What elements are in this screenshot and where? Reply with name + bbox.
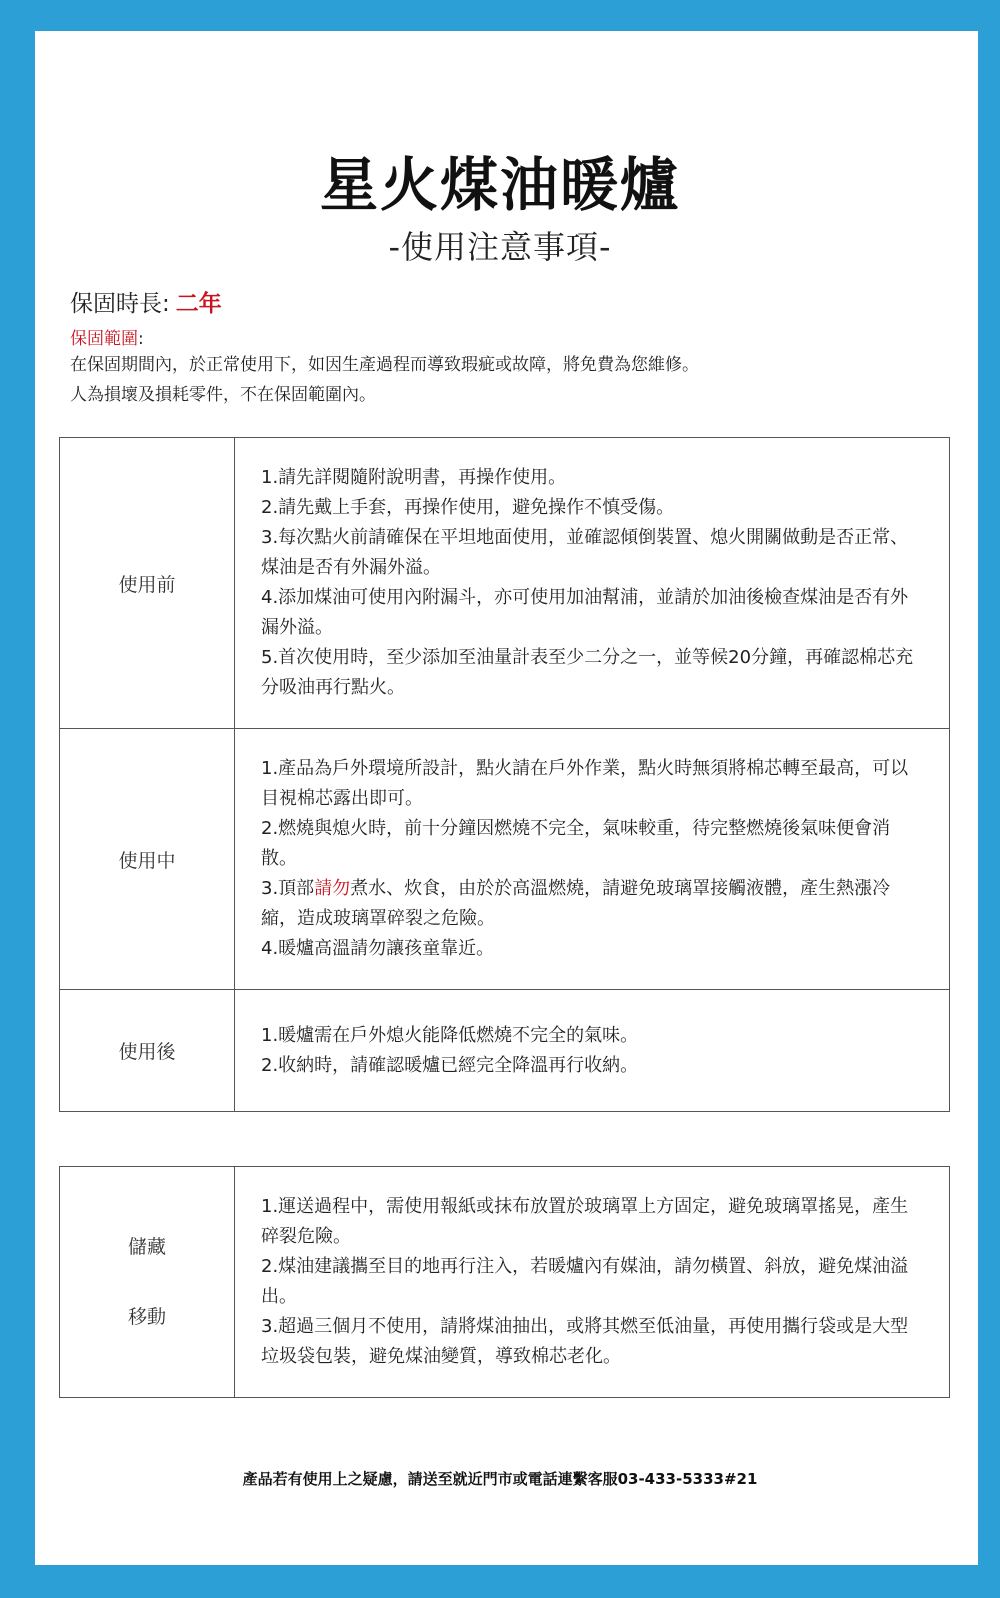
list-item: 3.超過三個月不使用，請將煤油抽出，或將其燃至低油量，再使用攜行袋或是大型垃圾袋包裝，避免煤油變質，導致棉芯老化。: [261, 1316, 909, 1367]
section-before: [60, 438, 950, 729]
storage-heading: 儲藏: [127, 1236, 166, 1258]
section-storage: [60, 1167, 950, 1398]
section-after: [60, 990, 950, 1112]
page-title: 星火煤油暖爐: [319, 151, 680, 219]
section-heading: 使用前: [60, 438, 235, 729]
warning-text: 請勿: [314, 878, 351, 899]
list-item: 3.頂部請勿煮水、炊食，由於於高溫燃燒，請避免玻璃罩接觸液體，產生熱漲冷縮，造成玻璃罩碎裂之危險。: [261, 878, 891, 929]
list-item: 1.請先詳閱隨附說明書，再操作使用。: [261, 467, 567, 488]
warranty-period: [70, 285, 222, 318]
section-body: [235, 1167, 950, 1398]
warranty-label: 保固時長:: [70, 291, 170, 317]
storage-table: [59, 1166, 950, 1398]
list-item: 2.請先戴上手套，再操作使用，避免操作不慎受傷。: [261, 497, 675, 518]
section-during: [60, 729, 950, 990]
section-body: [235, 990, 950, 1112]
section-body: [235, 729, 950, 990]
section-heading: 使用中: [60, 729, 235, 990]
section-heading: [60, 1167, 235, 1398]
usage-table: [59, 437, 950, 1112]
warranty-note: 人為損壞及損耗零件，不在保固範圍內。: [70, 385, 376, 405]
list-item: 2.煤油建議攜至目的地再行注入，若暖爐內有媒油，請勿橫置、斜放，避免煤油溢出。: [261, 1256, 909, 1307]
list-item: 4.添加煤油可使用內附漏斗，亦可使用加油幫浦，並請於加油後檢查煤油是否有外漏外溢。: [261, 587, 909, 638]
list-item: 5.首次使用時，至少添加至油量計表至少二分之一，並等候20分鐘，再確認棉芯充分吸油再行點火。: [261, 647, 914, 698]
list-item: 1.暖爐需在戶外熄火能降低燃燒不完全的氣味。: [261, 1024, 639, 1046]
footer-contact: 產品若有使用上之疑慮，請送至就近門市或電話連繫客服03-433-5333#21: [242, 1470, 758, 1488]
list-item: 2.燃燒與熄火時，前十分鐘因燃燒不完全，氣味較重，待完整燃燒後氣味便會消散。: [261, 818, 891, 869]
moving-heading: 移動: [127, 1306, 166, 1328]
warranty-scope-label: 保固範圍: [70, 329, 138, 349]
list-item: 2.收納時，請確認暖爐已經完全降溫再行收納。: [261, 1054, 639, 1076]
list-item: 1.運送過程中，需使用報紙或抹布放置於玻璃罩上方固定，避免玻璃罩搖晃，產生碎裂危險。: [261, 1196, 909, 1247]
warranty-value: 二年: [175, 291, 222, 317]
section-body: [235, 438, 950, 729]
list-item: 4.暖爐高溫請勿讓孩童靠近。: [261, 938, 495, 959]
list-item: 3.每次點火前請確保在平坦地面使用，並確認傾倒裝置、熄火開關做動是否正常、煤油是否有外漏外溢。: [261, 527, 909, 578]
page-subtitle: -使用注意事項-: [388, 228, 612, 266]
list-item: 1.產品為戶外環境所設計，點火請在戶外作業，點火時無須將棉芯轉至最高，可以目視棉芯露出即可。: [261, 758, 909, 809]
section-heading: 使用後: [60, 990, 235, 1112]
warranty-note: 在保固期間內，於正常使用下，如因生產過程而導致瑕疵或故障，將免費為您維修。: [70, 355, 699, 375]
warranty-scope: 保固範圍:: [70, 329, 144, 349]
